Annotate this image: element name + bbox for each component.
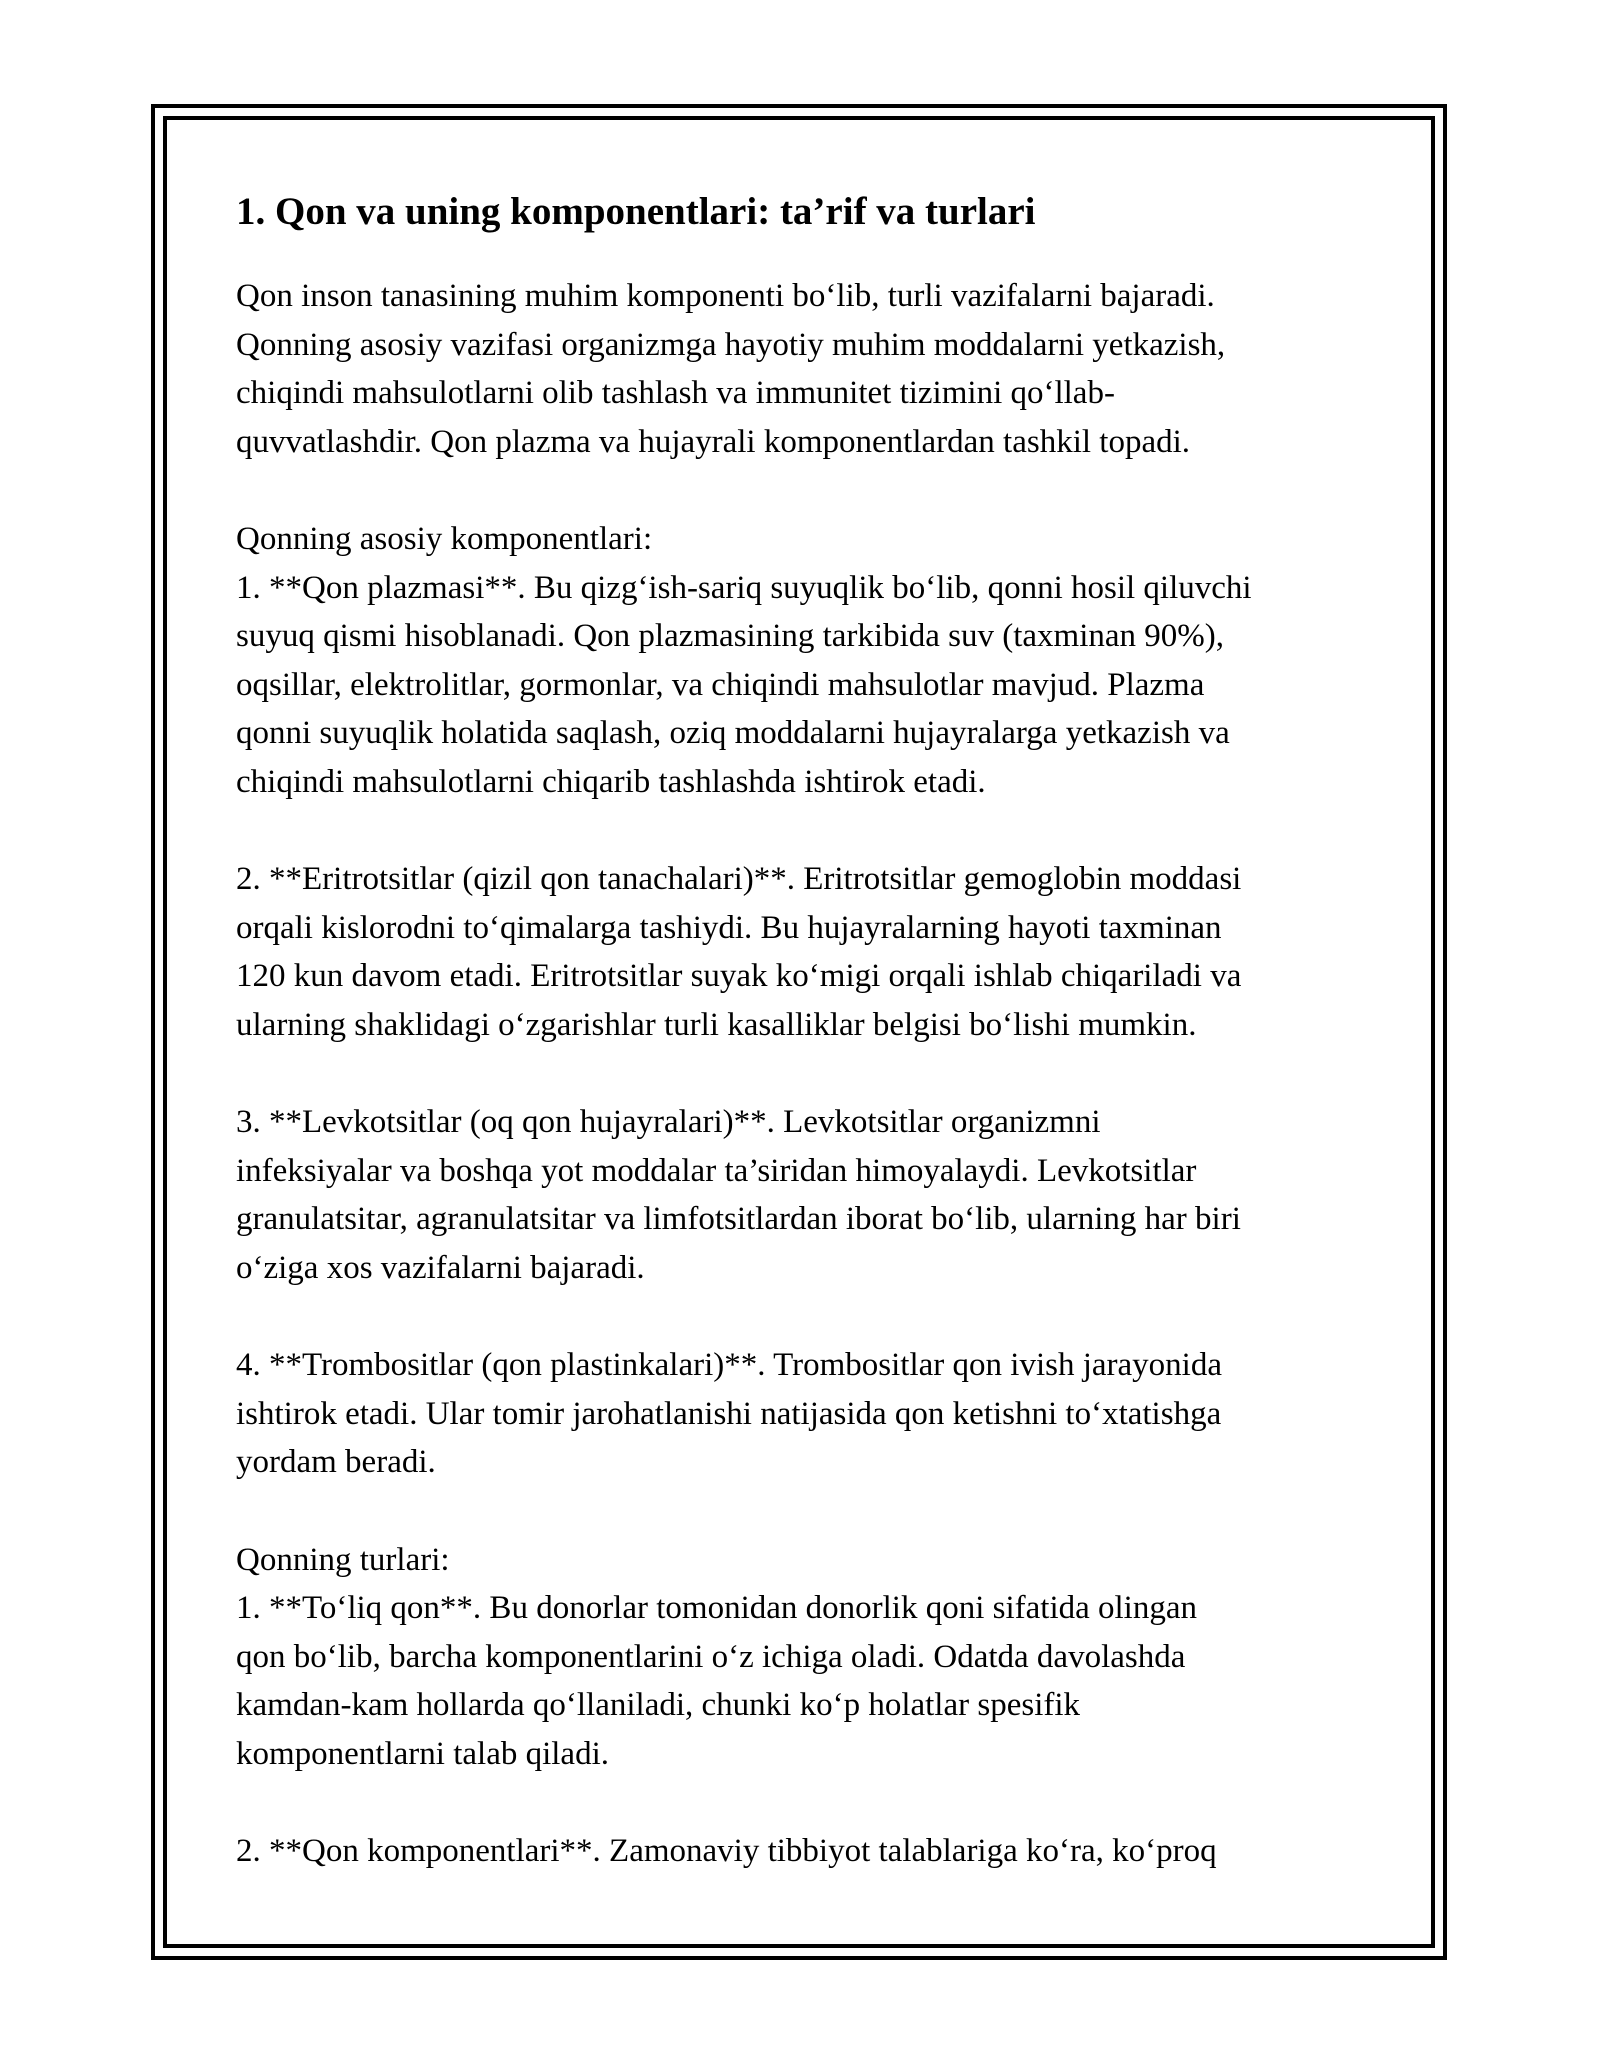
paragraph-thrombocytes bbox=[236, 1341, 1366, 1487]
text-line: yordam beradi. bbox=[236, 1444, 436, 1480]
text-line: Qonning turlari: bbox=[236, 1541, 450, 1578]
text-line: oqsillar, elektrolitlar, gormonlar, va chiqindi mahsulotlar mavjud. Plazma bbox=[236, 666, 1205, 703]
text-line: ularning shaklidagi o‘zgarishlar turli kasalliklar belgisi bo‘lishi mumkin. bbox=[236, 1006, 1197, 1043]
text-line: 3. **Levkotsitlar (oq qon hujayralari)**. Levkotsitlar organizmni bbox=[236, 1104, 1101, 1140]
text-line: 2. **Qon komponentlari**. Zamonaviy tibbiyot talablariga ko‘ra, ko‘proq bbox=[236, 1833, 1217, 1869]
paragraph-blood-types-whole bbox=[236, 1536, 1366, 1779]
text-line: Qonning asosiy vazifasi organizmga hayotiy muhim moddalarni yetkazish, bbox=[236, 326, 1226, 363]
text-line: 2. **Eritrotsitlar (qizil qon tanachalari)**. Eritrotsitlar gemoglobin moddasi bbox=[236, 861, 1242, 897]
text-line: infeksiyalar va boshqa yot moddalar ta’siridan himoyalaydi. Levkotsitlar bbox=[236, 1152, 1197, 1189]
text-line: kamdan-kam hollarda qo‘llaniladi, chunki ko‘p holatlar spesifik bbox=[236, 1687, 1081, 1723]
text-line: Qon inson tanasining muhim komponenti bo‘lib, turli vazifalarni bajaradi. bbox=[236, 278, 1215, 314]
text-line: suyuq qismi hisoblanadi. Qon plazmasining tarkibida suv (taxminan 90%), bbox=[236, 618, 1225, 654]
document-body bbox=[236, 186, 1366, 1925]
text-line: orqali kislorodni to‘qimalarga tashiydi. Bu hujayralarning hayoti taxminan bbox=[236, 909, 1222, 946]
text-line: chiqindi mahsulotlarni chiqarib tashlashda ishtirok etadi. bbox=[236, 763, 986, 800]
paragraph-leukocytes bbox=[236, 1098, 1366, 1292]
text-line: quvvatlashdir. Qon plazma va hujayrali komponentlardan tashkil topadi. bbox=[236, 423, 1191, 460]
text-line: 1. **Qon plazmasi**. Bu qizg‘ish-sariq suyuqlik bo‘lib, qonni hosil qiluvchi bbox=[236, 569, 1252, 606]
text-line: 4. **Trombositlar (qon plastinkalari)**. Trombositlar qon ivish jarayonida bbox=[236, 1347, 1222, 1383]
text-line: 120 kun davom etadi. Eritrotsitlar suyak ko‘migi orqali ishlab chiqariladi va bbox=[236, 958, 1242, 994]
paragraph-components-plasma bbox=[236, 515, 1366, 806]
paragraph-blood-components bbox=[236, 1827, 1366, 1876]
text-line: chiqindi mahsulotlarni olib tashlash va immunitet tizimini qo‘llab- bbox=[236, 375, 1115, 411]
text-line: granulatsitar, agranulatsitar va limfotsitlardan iborat bo‘lib, ularning har biri bbox=[236, 1201, 1241, 1237]
paragraph-intro bbox=[236, 272, 1366, 466]
text-line: 1. **To‘liq qon**. Bu donorlar tomonidan donorlik qoni sifatida olingan bbox=[236, 1590, 1197, 1626]
text-line: komponentlarni talab qiladi. bbox=[236, 1735, 609, 1772]
document-heading: 1. Qon va uning komponentlari: ta’rif va turlari bbox=[236, 190, 1036, 233]
text-line: Qonning asosiy komponentlari: bbox=[236, 521, 653, 557]
text-line: qon bo‘lib, barcha komponentlarini o‘z ichiga oladi. Odatda davolashda bbox=[236, 1638, 1186, 1675]
text-line: ishtirok etadi. Ular tomir jarohatlanishi natijasida qon ketishni to‘xtatishga bbox=[236, 1395, 1222, 1432]
paragraph-erythrocytes bbox=[236, 855, 1366, 1049]
text-line: o‘ziga xos vazifalarni bajaradi. bbox=[236, 1249, 645, 1286]
text-line: qonni suyuqlik holatida saqlash, oziq moddalarni hujayralarga yetkazish va bbox=[236, 715, 1230, 751]
